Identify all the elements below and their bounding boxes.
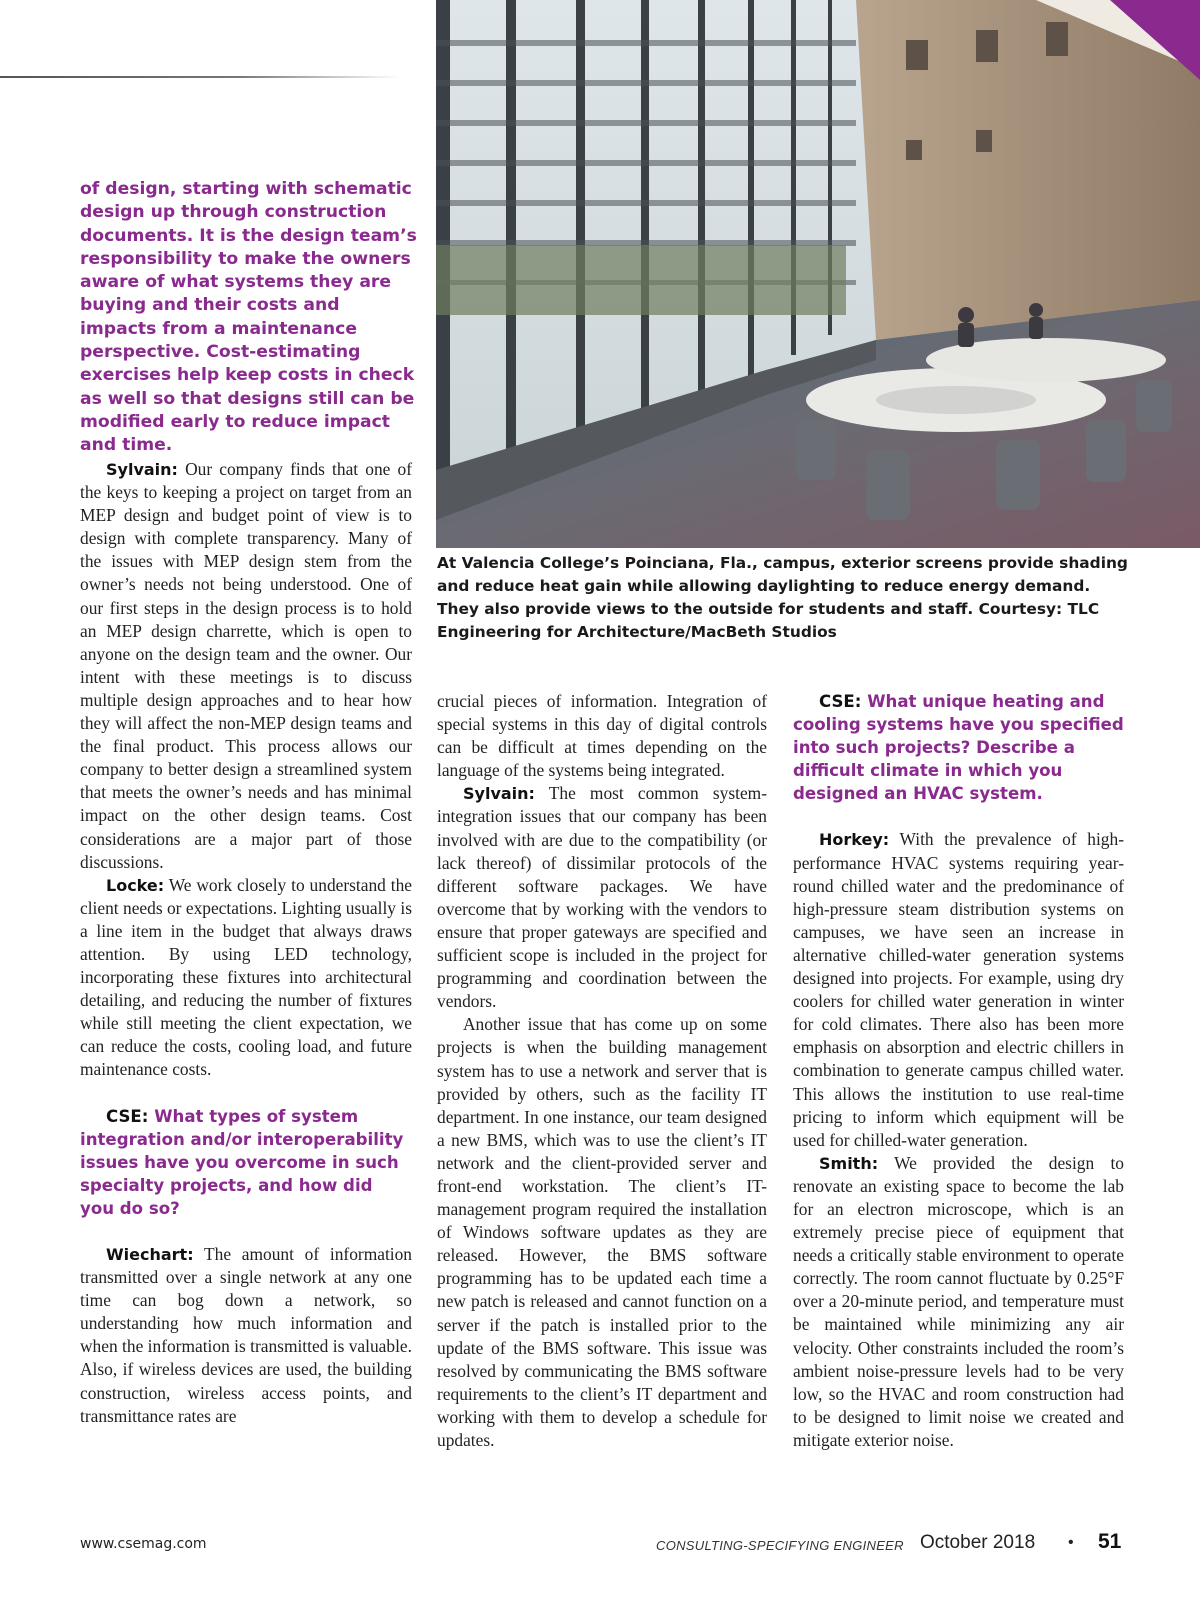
photo-caption: At Valencia College’s Poinciana, Fla., campus, exterior screens provide shading and reduce heat gain while allowing daylighting to reduce energy demand. They also provide views to the outside for students and staff. Courtesy: TLC Engineering for Architecture/MacBeth Studios [437,554,1128,641]
paragraph-locke [80,874,412,1082]
speaker-label: Smith: [819,1153,879,1173]
paragraph-smith [793,1152,1124,1452]
speaker-label: Sylvain: [463,784,535,804]
article-column-3 [793,690,1124,1452]
footer-bullet: • [1068,1534,1074,1551]
paragraph-text: The most common system-integration issues that our company has been involved with are due to the compatibility (or lack thereof) of dissimilar protocols of the different software packages. We have overcome that by working with the vendors to ensure that proper gateways are specified and sufficient scope is included in the project for programming and coordination between the vendors. [437,783,767,1012]
paragraph-text: We work closely to understand the client needs or expectations. Lighting usually is a line item in the budget that always draws attention. By using LED technology, incorporating these fixtures into architectural detailing, and reducing the number of fixtures while still meeting the client expectation, we can reduce the costs, cooling load, and future maintenance costs. [80,874,412,1080]
paragraph-text: We provided the design to renovate an existing space to become the lab for an electron microscope, which is an extremely precise piece of equipment that needs a critically stable environment to operate correctly. The room cannot fluctuate by 0.25°F over a 20-minute period, and temperature must be maintained while minimizing any air velocity. Other constraints included the room’s ambient noise-pressure levels had to be very low, so the HVAC and room construction had to be designed to limit noise we created and mitigate exterior noise. [793,1152,1124,1450]
question-label: CSE: [819,692,862,711]
question-heating-cooling [793,690,1124,805]
paragraph-text: With the prevalence of high-performance HVAC systems requiring year-round chilled water and the predominance of high-pressure steam distribution systems on campuses, we have seen an increase in alternative chilled-water generation systems designed into projects. For example, using dry coolers for chilled water generation in winter for cold climates. There also has been more emphasis on absorption and electric chillers in combination to generate campus chilled water. This allows the institution to use real-time pricing to inform which equipment will be used for chilled-water generation. [793,829,1124,1150]
speaker-label: Horkey: [819,830,890,850]
paragraph-sylvain [437,782,767,1013]
speaker-label: Locke: [106,875,165,895]
paragraph-continued: crucial pieces of information. Integration of special systems in this day of digital controls can be difficult at times depending on the language of the systems being integrated. [437,691,767,781]
question-text: What types of system integration and/or interoperability issues have you overcome in such specialty projects, and how did you do so? [80,1106,404,1218]
website-url: www.csemag.com [80,1536,207,1552]
paragraph-sylvain [80,458,412,874]
question-label: CSE: [106,1106,149,1126]
speaker-label: Sylvain: [106,460,178,479]
issue-date: October 2018 [920,1532,1036,1553]
header-rule [0,76,400,78]
lead-pullout-text: of design, starting with schematic design up through construction documents. It is the design team’s responsibility to make the owners aware of what systems they are buying and their costs and impacts from a maintenance perspective. Cost-estimating exercises help keep costs in check as well so that designs still can be modified early to reduce impact and time. [80,179,417,456]
page-footer [0,1530,1200,1556]
magazine-name: CONSULTING-SPECIFYING ENGINEER [656,1538,904,1553]
article-column-2 [437,690,767,1452]
paragraph-bms-issue: Another issue that has come up on some projects is when the building management system has to use a network and server that is provided by others, such as the facility IT department. In one instance, our team designed a new BMS, which was to use the client’s IT network and the client-provided server and front-end workstation. The client’s IT-management program required the installation of Windows software updates as they are released. However, the BMS software programming has to be updated each time a new patch is released and cannot function on a server if the patch is installed prior to the update of the BMS software. This issue was resolved by communicating the BMS software requirements to the client’s IT department and working with them to develop a schedule for updates. [437,1014,767,1450]
speaker-label: Wiechart: [106,1245,194,1264]
paragraph-text: Our company finds that one of the keys to keeping a project on target from an MEP design and budget point of view is to design with complete transparency. Many of the issues with MEP design stem from the owner’s needs not being understood. One of our first steps in the design process is to hold an MEP design charrette, which is open to anyone on the design team and the owner. Our intent with these meetings is to discuss multiple design approaches and to hear how they will affect the non-MEP design teams and the final product. This process allows our company to better design a streamlined system that meets the owner’s needs and has minimal impact on the other design teams. Cost considerations are a major part of those discussions. [80,459,412,872]
article-column-1 [80,458,412,1428]
college-interior-photo [436,0,1200,548]
paragraph-text: The amount of information transmitted over a single network at any one time can bog down a network, so understanding how much information and when the information is transmitted is valuable. Also, if wireless devices are used, the building construction, wireless access points, and transmittance rates are [80,1244,412,1426]
question-text: What unique heating and cooling systems have you specified into such projects? Describe a difficult climate in which you designed an HVAC system. [793,692,1124,804]
question-system-integration [80,1105,412,1220]
paragraph-wiechart [80,1243,412,1428]
paragraph-horkey [793,828,1124,1151]
page-number: 51 [1098,1530,1122,1553]
